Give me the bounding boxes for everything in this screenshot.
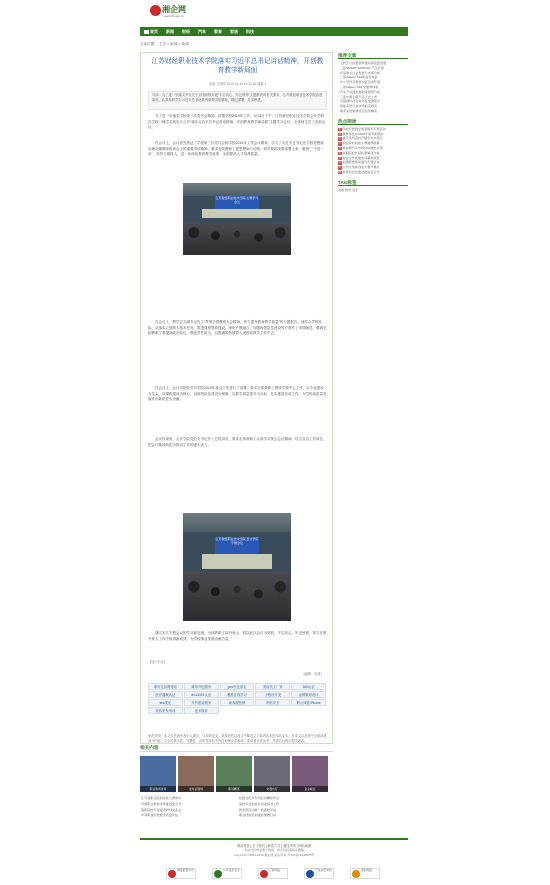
article-paragraph: 在会议上，会议首先传达了学校第三次党代会和学校2019年工作会议精神，学习了习近平总书记在学校思想政治理论课教师座谈会上的重要讲话精神，要求全院教职工把思想和行动统一到学校的决策部署上来，做到“三个进一步”，坚持立德树人，进一步深化教育教学改革，全面提高人才培养质量。 bbox=[148, 141, 325, 157]
photo-ceiling bbox=[183, 183, 291, 196]
nav-item-label: 首页 bbox=[150, 29, 158, 34]
hot-item-label: 职业院校技能大赛圆满落幕 bbox=[342, 141, 380, 146]
related-list-right bbox=[238, 796, 331, 819]
hot-item[interactable] bbox=[338, 170, 408, 175]
photo-crowd bbox=[183, 223, 291, 255]
article-paragraph: 为了进一步落实学校第三次党代会精神，部署学校2019年工作，4月3日下午，江苏财经职业技术学院会计学院在学校二楼学术报告厅召开“落实习近平总书记讲话精神，开创教育教学新局面”主题学习会议，全体师生员工参加会议。 bbox=[148, 114, 326, 130]
disclaimer: 免责声明：本文仅代表作者个人观点，与本网无关。其原创性以及文中陈述文字和内容未经本站证实，对本文以及其中全部或者部分内容、文字的真实性、完整性、及时性本站不作任何保证或承诺，请读者仅作参考，并请自行核实相关内容。 bbox=[148, 734, 327, 743]
hot-item-label: 教育信息化建设推进会召开 bbox=[342, 169, 380, 174]
ad-link[interactable]: 品牌策划设计 bbox=[291, 691, 326, 698]
footer-badge[interactable] bbox=[350, 868, 380, 879]
related-link[interactable]: ·职业技能培训提质增效行动 bbox=[238, 813, 277, 818]
related-link[interactable]: ·教育部启动新一轮高校评估 bbox=[238, 807, 277, 812]
nav-item-label: 家居 bbox=[230, 29, 238, 34]
related-thumb-caption: 交通出行 bbox=[254, 786, 290, 792]
ad-link[interactable]: 重庆礼品网建站 bbox=[148, 683, 183, 690]
related-section bbox=[140, 744, 333, 834]
hot-item-label: 加强师德师风建设专题会议 bbox=[342, 160, 380, 165]
sidebar bbox=[338, 52, 408, 193]
ad-link[interactable]: geo优化排名 bbox=[220, 683, 255, 690]
related-link[interactable]: ·高职院校专业建设研讨交流会 bbox=[140, 807, 182, 812]
ad-link[interactable]: iso14001认证 bbox=[184, 691, 219, 698]
related-thumb[interactable] bbox=[254, 756, 290, 792]
photo-crowd bbox=[183, 572, 291, 621]
hot-rank: 4 bbox=[339, 142, 341, 146]
nav-item[interactable] bbox=[162, 27, 178, 36]
article-paragraph: 在会议上，会计学院院长对学院2019年重点工作进行了部署，要求全体教职工围绕学校中心工作，以专业建设为龙头，以课程建设为核心，以师资队伍建设为保障，以教学质量提升为目标，扎实推进各项工作，为学校高质量发展作出新的更大贡献。 bbox=[148, 386, 327, 402]
hot-item-label: 高职院校扩招政策解读分析 bbox=[342, 150, 380, 155]
hot-title: 热点阅读 bbox=[338, 118, 408, 125]
nav-item[interactable] bbox=[140, 27, 162, 36]
related-list-left bbox=[140, 796, 233, 819]
hot-rank: 8 bbox=[339, 161, 341, 165]
nav-item-label: 汽车 bbox=[198, 29, 206, 34]
recommend-item[interactable]: · 三星Galaxy S10 全面屏体验 bbox=[338, 84, 379, 89]
badge-label: 诚信网站 bbox=[361, 868, 373, 872]
recommend-item[interactable]: · 互联网科技企业年度发展报告 bbox=[338, 99, 381, 104]
nav-item-label: 财经 bbox=[182, 29, 190, 34]
article-title: 江苏财经职业技术学院落实习近平总书记讲话精神，开创教育教学新局面 bbox=[151, 58, 324, 74]
badge-icon bbox=[352, 870, 360, 878]
recommend-item[interactable]: · 三星SMART SCHOOL 产品介绍 bbox=[338, 65, 384, 70]
hot-rank: 10 bbox=[338, 170, 342, 174]
hot-rank: 3 bbox=[339, 137, 341, 141]
article-summary: 导读：为了进一步落实中央关于全国高校开展“不忘初心、牢记使命”主题教育的有关要求，江苏财经职业技术学院高度重视，认真组织学习习近平总书记系列重要讲话精神，精心部署，扎实推进。 bbox=[148, 91, 327, 110]
hot-item-label: 重庆多所高校开展学术交流会 bbox=[342, 136, 383, 141]
hot-list bbox=[338, 127, 408, 175]
related-link[interactable]: ·中国职业教育改革推进会召开 bbox=[140, 801, 182, 806]
hot-item-label: 新能源汽车市场持续增长态势 bbox=[342, 145, 383, 150]
logo-mark-icon bbox=[150, 5, 161, 16]
photo-banner-text: 江苏财经职业技术学院 主题学习会议 bbox=[215, 195, 259, 204]
photo-banner-text: 江苏财经职业技术学院 会计学院专题会议 bbox=[215, 536, 259, 545]
recommend-item[interactable]: · 中小学科学教育实践活动开展 bbox=[338, 80, 381, 85]
ad-link[interactable]: 雅思在线学习 bbox=[220, 691, 255, 698]
badge-label: 网络报警平台 bbox=[177, 868, 194, 872]
footer-badges bbox=[146, 868, 402, 880]
hot-rank: 5 bbox=[339, 146, 341, 150]
recommend-item[interactable]: · 智能家居行业市场前景研究 bbox=[338, 104, 378, 109]
ad-link[interactable]: 新客服营销 bbox=[220, 699, 255, 706]
photo-ceiling bbox=[183, 513, 291, 532]
breadcrumb: 当前位置： 主页 > 新闻 > 新闻 bbox=[140, 42, 189, 46]
hot-item-label: 大学生创新创业大赛开幕式 bbox=[342, 165, 380, 170]
badge-icon bbox=[260, 870, 268, 878]
hot-item-label: 教育部发布2019年高考新规则 bbox=[342, 131, 384, 136]
article-paragraph: 在会议上，教学总支副书记作了“贯彻全国教育大会精神，努力提升教育教学质量”的专题报告。他结合学院实际，从落实立德树人根本任务、推进课程思政建设、深化产教融合、加强师资队伍建设等方面作了详细阐述，强调全院教职工要提高政治站位，强化责任担当，以饱满的热情投入到教育教学工作中去。 bbox=[148, 320, 327, 336]
nav-item[interactable] bbox=[210, 27, 226, 36]
recommend-item[interactable]: · 共享单车行业发展与市场分析 bbox=[338, 70, 381, 75]
recommend-item[interactable]: · 三星Galaxy S10新品发布会 bbox=[338, 75, 378, 80]
related-thumb-caption: 职业教育改革 bbox=[140, 786, 176, 792]
nav-item-label: 新闻 bbox=[166, 29, 174, 34]
photo-stage bbox=[202, 209, 271, 218]
related-thumb[interactable] bbox=[178, 756, 214, 792]
footer bbox=[140, 838, 408, 885]
recommend-item[interactable]: · 春季家居装修流行趋势解读 bbox=[338, 108, 378, 113]
nav-item[interactable] bbox=[242, 27, 258, 36]
nav-item[interactable] bbox=[178, 27, 194, 36]
tag-list bbox=[338, 188, 408, 193]
footer-copy-2: Copyright ©2011-2019 湘企网 版权所有 苏ICP备12345678号 bbox=[233, 852, 315, 857]
ad-link[interactable]: 美容美发培训 bbox=[148, 707, 183, 714]
nav-item-label: 科技 bbox=[246, 29, 254, 34]
badge-label: 工商网监 bbox=[269, 868, 281, 872]
article-paragraph: 会议结束时，会计学院党总支书记作了总结讲话，要求全体教职工认真学习领会会议精神，结合各自工作岗位，把会议精神转化为推动工作的强大动力。 bbox=[148, 437, 327, 447]
ad-link[interactable]: 更多推荐 bbox=[184, 707, 219, 714]
related-link[interactable]: ·中等职业学校教学质量评估 bbox=[140, 813, 179, 818]
article-photo bbox=[183, 183, 291, 255]
ad-link[interactable]: 小程序开发 bbox=[255, 691, 290, 698]
related-thumb-caption: 发布会现场 bbox=[178, 786, 214, 792]
photo-stage bbox=[202, 554, 271, 569]
nav-item[interactable] bbox=[226, 27, 242, 36]
hot-rank: 9 bbox=[339, 166, 341, 170]
nav-item-label: 教育 bbox=[214, 29, 222, 34]
back-to-top-link[interactable]: 【返回顶部】 bbox=[148, 660, 168, 664]
footer-badge[interactable] bbox=[166, 868, 196, 879]
main-nav bbox=[140, 27, 408, 36]
ad-link[interactable]: 360认证 bbox=[291, 683, 326, 690]
ad-link[interactable]: seo优化 bbox=[148, 699, 183, 706]
article-editor: （编辑：无忧） bbox=[300, 672, 324, 676]
tag-title: TAG标签 bbox=[338, 179, 408, 186]
recommend-item[interactable]: · 汽车产业链发展前景展望分析 bbox=[338, 89, 381, 94]
home-icon bbox=[144, 30, 149, 34]
badge-icon bbox=[214, 870, 222, 878]
related-thumb-caption: 企业峰会 bbox=[292, 786, 328, 792]
hot-rank: 2 bbox=[339, 132, 341, 136]
logo-text: 湘企网 bbox=[162, 4, 186, 14]
badge-icon bbox=[168, 870, 176, 878]
related-link[interactable]: ·高校毕业生就业创业指导工作 bbox=[238, 801, 280, 806]
related-thumb[interactable] bbox=[216, 756, 252, 792]
footer-badge[interactable] bbox=[212, 868, 242, 879]
article-paragraph: 通过本次专题会议的学习和交流，全体教职工纷纷表示，将以此次会议为契机，不忘初心、牢记使命，努力在教书育人工作中取得新成效，为学校事业发展贡献力量。 bbox=[148, 631, 327, 641]
related-title: 相关内容 bbox=[140, 744, 333, 752]
hot-rank: 6 bbox=[339, 151, 341, 155]
recommend-list bbox=[338, 61, 408, 114]
related-link[interactable]: ·校园文化节系列活动精彩纷呈 bbox=[238, 796, 280, 800]
site-logo[interactable] bbox=[150, 4, 270, 18]
related-thumb-caption: 职场精英 bbox=[216, 786, 252, 792]
article-container bbox=[140, 52, 333, 744]
article-photo bbox=[183, 513, 291, 621]
ad-link-grid bbox=[148, 683, 327, 729]
recommend-item[interactable]: · 三星中国全新产品正式上市 bbox=[338, 94, 378, 99]
nav-item[interactable] bbox=[194, 27, 210, 36]
badge-icon bbox=[306, 870, 314, 878]
footer-copy-1: 本站内容均来源于网络，如有侵权请联系删除 bbox=[243, 848, 304, 852]
related-thumb[interactable] bbox=[140, 756, 176, 792]
ad-link[interactable]: 蜀山问题 iPhone bbox=[291, 699, 326, 706]
footer-links[interactable]: 网站首页 | 关于我们 | 联系方式 | 版权声明 | 网站地图 bbox=[236, 844, 312, 848]
hot-item-label: 高校开展教学质量提升专项活动 bbox=[342, 126, 386, 131]
photo-banner bbox=[215, 196, 258, 209]
tag-links[interactable]: 电影 教育 音乐 bbox=[338, 187, 359, 192]
ad-link[interactable]: 网站安全 bbox=[255, 699, 290, 706]
hot-rank: 7 bbox=[339, 156, 341, 160]
recommend-title: 推荐文章 bbox=[338, 52, 408, 59]
badge-label: 公共信息安全 bbox=[223, 868, 240, 872]
badge-label: 不良信息举报 bbox=[315, 868, 332, 872]
ad-link[interactable]: 医疗器械认证 bbox=[148, 691, 183, 698]
ad-link[interactable]: 财务外包服务 bbox=[184, 683, 219, 690]
article-meta: 来源:互联网 2019-04-16 15:32:18 编辑:1 bbox=[208, 82, 267, 86]
logo-url: www.xhcom.cn bbox=[164, 14, 185, 18]
hot-rank: 1 bbox=[339, 127, 341, 131]
recommend-item[interactable]: · 【转】以质量教育推动高质量发展 bbox=[338, 61, 387, 65]
footer-badge[interactable] bbox=[304, 868, 334, 879]
related-thumb[interactable] bbox=[292, 756, 328, 792]
photo-banner bbox=[215, 537, 258, 554]
footer-badge[interactable] bbox=[258, 868, 288, 879]
ad-link[interactable]: 外贸建站服务 bbox=[184, 699, 219, 706]
ad-link[interactable]: 美妆代工厂家 bbox=[255, 683, 290, 690]
hot-item-label: 校企合作共建实训基地项目 bbox=[342, 155, 380, 160]
related-link[interactable]: ·江苏省职业院校技能大赛举办 bbox=[140, 796, 182, 800]
